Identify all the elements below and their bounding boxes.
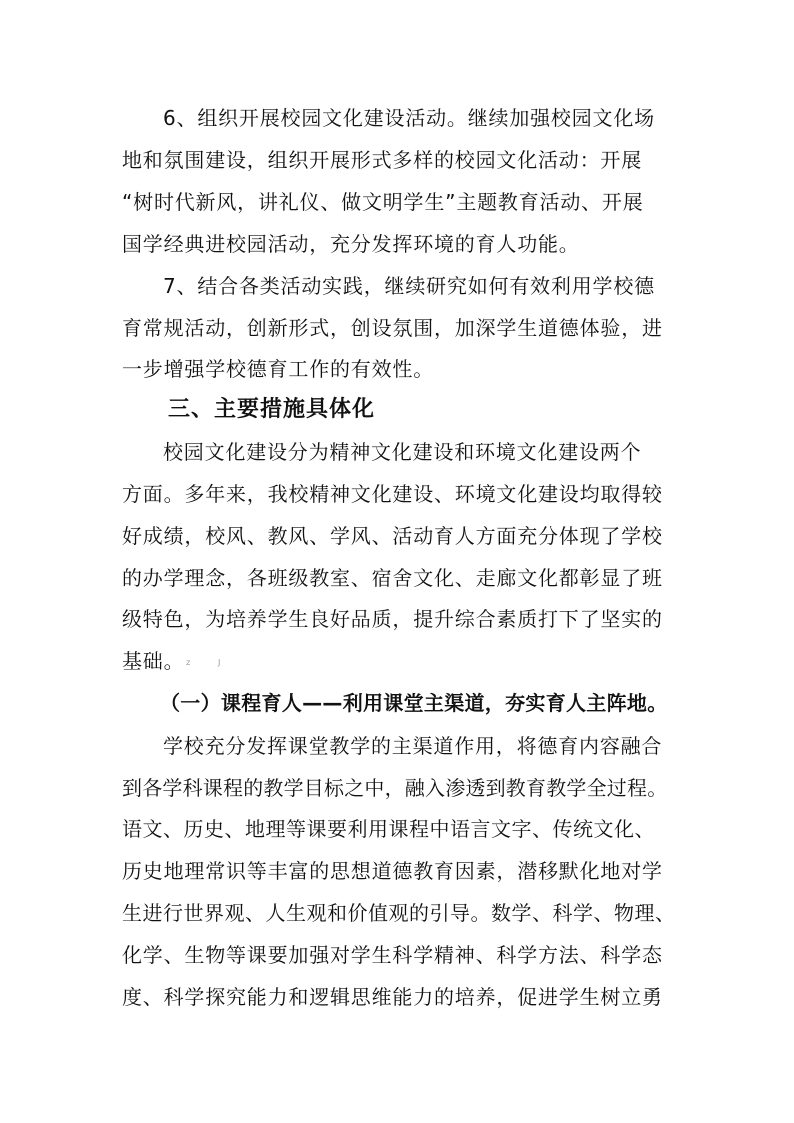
paragraph-line: 度、科学探究能力和逻辑思维能力的培养，促进学生树立勇: [122, 985, 663, 1009]
paragraph-line: 级特色，为培养学生良好品质，提升综合素质打下了坚实的: [122, 607, 663, 631]
paragraph-line: 的办学理念，各班级教室、宿舍文化、走廊文化都彰显了班: [122, 566, 663, 590]
paragraph-line: 化学、生物等课要加强对学生科学精神、科学方法、科学态: [122, 943, 663, 967]
paragraph-line: 学校充分发挥课堂教学的主渠道作用，将德育内容融合: [163, 734, 663, 758]
stray-mark: z: [186, 658, 191, 667]
paragraph-line: 生进行世界观、人生观和价值观的引导。数学、科学、物理、: [122, 901, 676, 925]
paragraph-line: 育常规活动，创新形式，创设氛围，加深学生道德体验，进: [122, 316, 663, 340]
paragraph-line: 语文、历史、地理等课要利用课程中语言文字、传统文化、: [122, 817, 655, 841]
paragraph-line: 基础。: [122, 649, 185, 673]
paragraph-line: 方面。多年来，我校精神文化建设、环境文化建设均取得较: [122, 482, 663, 506]
paragraph-line: 校园文化建设分为精神文化建设和环境文化建设两个: [163, 440, 642, 464]
paragraph-line: 7、结合各类活动实践，继续研究如何有效利用学校德: [163, 274, 655, 298]
paragraph-line: 地和氛围建设，组织开展形式多样的校园文化活动：开展: [122, 148, 642, 172]
paragraph-line: “树时代新风，讲礼仪、做文明学生”主题教育活动、开展: [122, 190, 644, 214]
paragraph-line: 一步增强学校德育工作的有效性。: [122, 357, 434, 381]
paragraph-line: 6、组织开展校园文化建设活动。继续加强校园文化场: [163, 106, 655, 130]
paragraph-line: 历史地理常识等丰富的思想道德教育因素，潜移默化地对学: [122, 859, 663, 883]
paragraph-line: 到各学科课程的教学目标之中，融入渗透到教育教学全过程。: [122, 776, 668, 800]
stray-mark: J: [218, 658, 221, 667]
paragraph-line: 国学经典进校园活动，充分发挥环境的育人功能。: [122, 232, 580, 256]
paragraph-line: 好成绩，校风、教风、学风、活动育人方面充分体现了学校: [122, 524, 663, 548]
subsection-heading: （一）课程育人——利用课堂主渠道，夯实育人主阵地。: [160, 691, 668, 715]
section-heading: 三、主要措施具体化: [168, 397, 376, 422]
